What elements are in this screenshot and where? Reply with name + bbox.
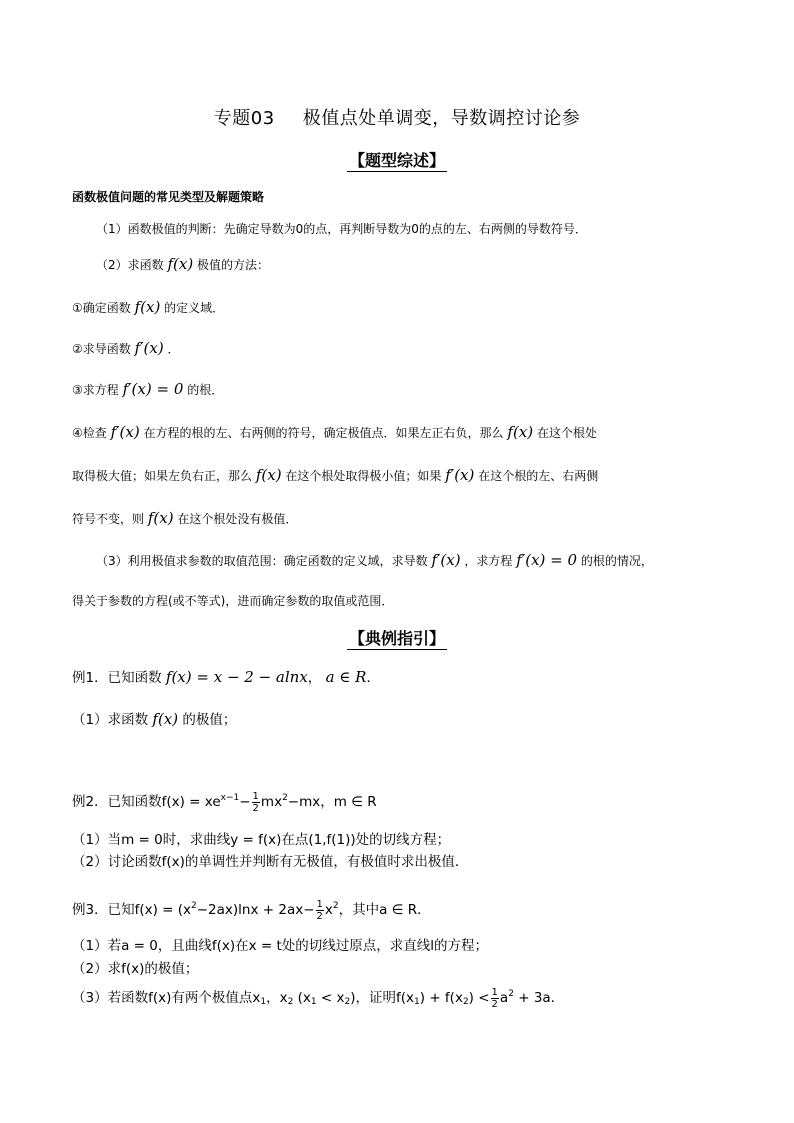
title-topic-number: 专题03 <box>213 108 275 129</box>
example-3-question-1: （1）若a = 0，且曲线f(x)在x = t处的切线过原点，求直线l的方程； <box>72 938 489 954</box>
fraction-one-half: $\frac{1}{2}$ <box>491 986 498 1010</box>
math-dfx: f′(x) <box>431 551 461 569</box>
math-fx: f(x) <box>152 710 179 728</box>
step-1: ①确定函数 f(x) 的定义域． <box>72 298 225 316</box>
overview-paragraph-1: （1）函数极值的判断：先确定导数为0的点，再判断导数为0的点的左、右两侧的导数符号． <box>96 222 587 236</box>
math-fx: f(x) <box>134 298 161 316</box>
overview-paragraph-3-line-1: （3）利用极值求参数的取值范围：确定函数的定义域，求导数 f′(x) ，求方程 f′(x) = 0 的根的情况， <box>96 551 653 569</box>
math-fx: f(x) <box>147 509 174 527</box>
math-a-in-r: a ∈ R <box>325 668 367 686</box>
step-4-line-1: ④检查 f′(x) 在方程的根的左、右两侧的符号，确定极值点．如果左正右负，那么 f(x) 在这个根处 <box>72 423 597 441</box>
math-fx: f(x) <box>167 255 194 273</box>
fraction-one-half: $\frac{1}{2}$ <box>252 790 259 814</box>
example-3-question-3: （3）若函数f(x)有两个极值点$x_1$，$x_2$ $(x_1 < x_2)$，证明$f(x_1) + f(x_2)$ < $\frac{1}{2}$ $a^2 + 3a$． <box>72 986 565 1010</box>
overview-subheading: 函数极值问题的常见类型及解题策略 <box>72 190 265 204</box>
overview-paragraph-3-line-2: 得关于参数的方程(或不等式)，进而确定参数的取值或范围． <box>72 594 394 608</box>
math-equation: f′(x) = 0 <box>516 551 578 569</box>
example-1-statement: 例1．已知函数 f(x) = x − 2 − alnx， a ∈ R． <box>72 668 380 686</box>
math-fx: f(x) <box>255 466 282 484</box>
section-heading-overview: 【题型综述】 <box>348 151 445 170</box>
math-equation: f′(x) = 0 <box>122 380 184 398</box>
example-3-question-2: （2）求f(x)的极值； <box>72 961 199 977</box>
math-dfx: f′(x) <box>134 339 164 357</box>
math-example-1-function: f(x) = x − 2 − alnx <box>165 668 308 686</box>
step-4-line-2: 取得极大值；如果左负右正，那么 f(x) 在这个根处取得极小值；如果 f′(x) 在这个根的左、右两侧 <box>72 466 599 484</box>
section-heading-examples: 【典例指引】 <box>348 629 445 648</box>
example-2-question-1: （1）当m = 0时，求曲线y = f(x)在点(1,f(1))处的切线方程； <box>72 832 451 848</box>
example-2-question-2: （2）讨论函数f(x)的单调性并判断有无极值，有极值时求出极值． <box>72 854 469 870</box>
example-3-statement: 例3．已知$f(x) = (x^2-2ax)\ln x + 2ax-$ $\frac{1}{2}$ $x^2$，其中a ∈ R． <box>72 898 431 922</box>
math-dfx: f′(x) <box>110 423 140 441</box>
step-4-line-3: 符号不变，则 f(x) 在这个根处没有极值． <box>72 509 298 527</box>
example-2-statement: 例2．已知函数$f(x) = xe^{x-1}-$ $\frac{1}{2}$ $mx^2-mx$，m ∈ R <box>72 790 377 814</box>
page-title <box>0 104 794 130</box>
math-fx: f(x) <box>507 423 534 441</box>
math-dfx: f′(x) <box>445 466 475 484</box>
title-topic-name: 极值点处单调变，导数调控讨论参 <box>302 108 581 129</box>
step-2: ②求导函数 f′(x) ． <box>72 339 180 357</box>
fraction-one-half: $\frac{1}{2}$ <box>316 898 323 922</box>
overview-paragraph-2: （2）求函数 f(x) 极值的方法： <box>96 255 270 273</box>
example-1-question-1: （1）求函数 f(x) 的极值； <box>72 710 237 728</box>
step-3: ③求方程 f′(x) = 0 的根． <box>72 380 224 398</box>
